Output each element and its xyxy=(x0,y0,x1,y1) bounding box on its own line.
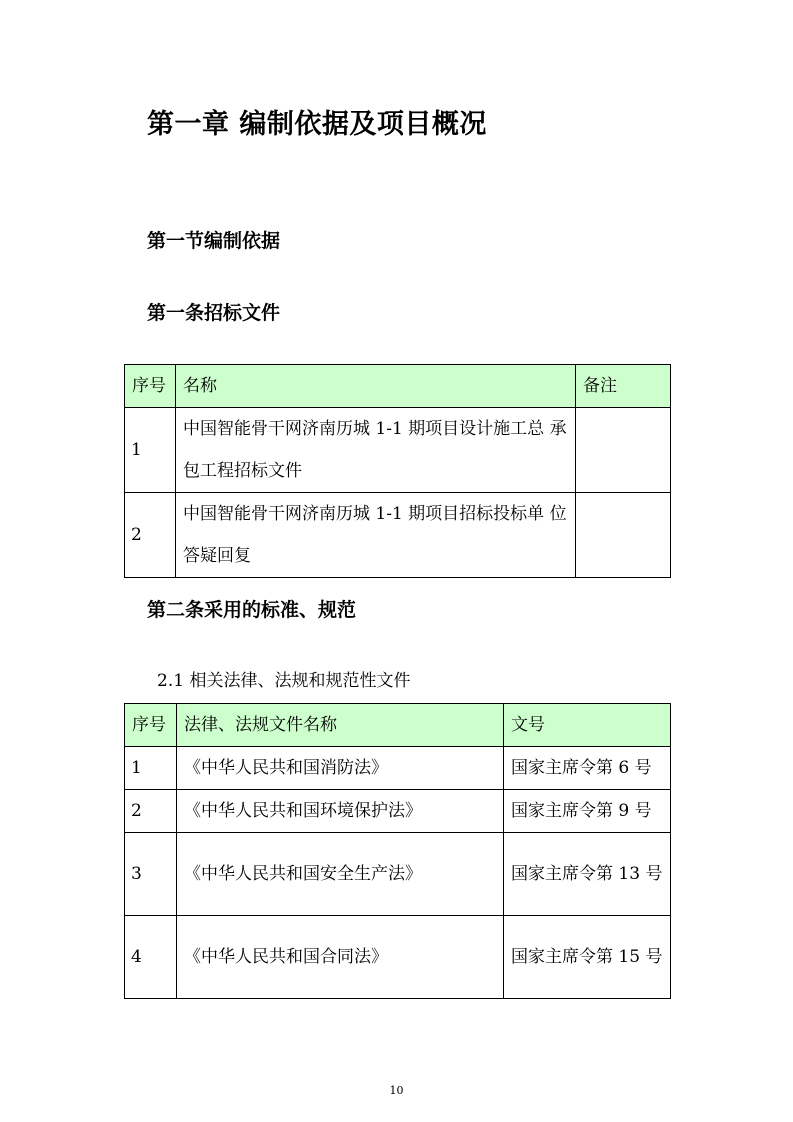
row-name: 中国智能骨干网济南历城 1-1 期项目设计施工总 承包工程招标文件 xyxy=(176,408,576,493)
subsection-title: 2.1 相关法律、法规和规范性文件 xyxy=(157,671,411,691)
row-serial: 2 xyxy=(125,790,177,833)
header-name: 名称 xyxy=(176,365,576,408)
article2-title: 第二条采用的标准、规范 xyxy=(147,599,357,621)
row-doc-number: 国家主席令第 15 号 xyxy=(504,916,671,999)
chapter-title: 第一章 编制依据及项目概况 xyxy=(147,109,487,140)
header-law-name: 法律、法规文件名称 xyxy=(177,704,504,747)
header-doc-number: 文号 xyxy=(504,704,671,747)
row-doc-number: 国家主席令第 13 号 xyxy=(504,833,671,916)
row-note xyxy=(576,493,671,578)
row-serial: 4 xyxy=(125,916,177,999)
row-law-name: 《中华人民共和国环境保护法》 xyxy=(177,790,504,833)
row-serial: 1 xyxy=(125,747,177,790)
row-law-name: 《中华人民共和国安全生产法》 xyxy=(177,833,504,916)
table-row xyxy=(125,493,671,578)
bidding-documents-table xyxy=(124,364,671,578)
row-law-name: 《中华人民共和国消防法》 xyxy=(177,747,504,790)
page-number: 10 xyxy=(389,1084,404,1097)
table-header-row xyxy=(125,365,671,408)
article1-title: 第一条招标文件 xyxy=(147,302,281,324)
table-row xyxy=(125,916,671,999)
header-serial: 序号 xyxy=(125,365,176,408)
row-serial: 3 xyxy=(125,833,177,916)
table-header-row xyxy=(125,704,671,747)
section-title: 第一节编制依据 xyxy=(147,230,281,252)
table-row xyxy=(125,408,671,493)
table-row xyxy=(125,833,671,916)
row-name: 中国智能骨干网济南历城 1-1 期项目招标投标单 位答疑回复 xyxy=(176,493,576,578)
header-serial: 序号 xyxy=(125,704,177,747)
row-law-name: 《中华人民共和国合同法》 xyxy=(177,916,504,999)
row-doc-number: 国家主席令第 9 号 xyxy=(504,790,671,833)
header-note: 备注 xyxy=(576,365,671,408)
row-note xyxy=(576,408,671,493)
table-row xyxy=(125,747,671,790)
row-serial: 2 xyxy=(125,493,176,578)
laws-regulations-table xyxy=(124,703,671,999)
table-row xyxy=(125,790,671,833)
row-serial: 1 xyxy=(125,408,176,493)
row-doc-number: 国家主席令第 6 号 xyxy=(504,747,671,790)
